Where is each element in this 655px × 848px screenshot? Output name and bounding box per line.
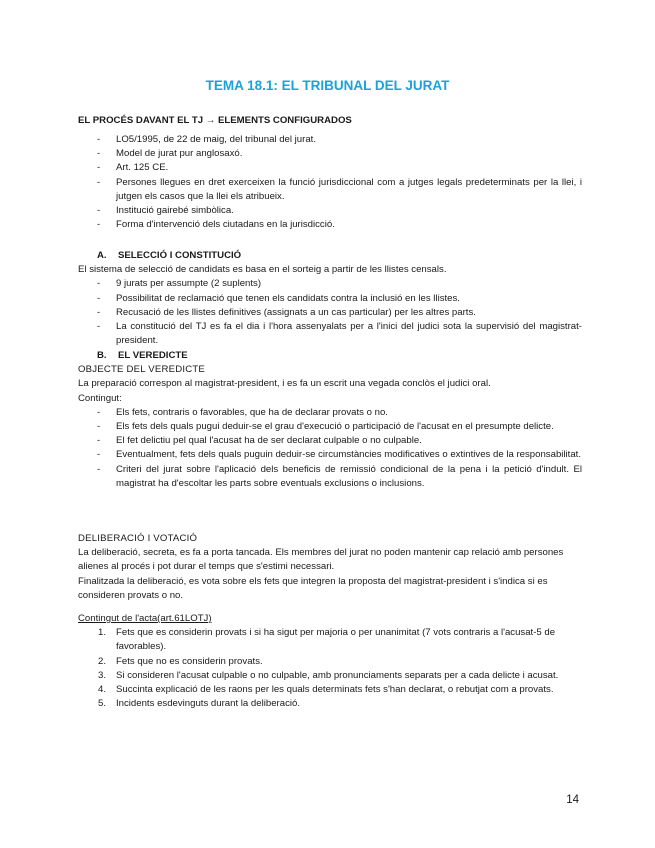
acta-section [78, 612, 582, 711]
page-number: 14 [566, 794, 579, 806]
deliberation-heading: DELIBERACIÓ I VOTACIÓ [78, 533, 198, 544]
list-item: - Persones llegues en dret exerceixen la funció jurisdiccional com a jutges legals predeterminats per la llei, i jutgen els casos que la llei els atribueix. [97, 176, 582, 202]
dash-bullet: - [97, 278, 101, 290]
dash-bullet: - [97, 205, 101, 217]
dash-bullet: - [97, 219, 101, 231]
deliberation-section [78, 532, 582, 603]
list-item: - Forma d'intervenció dels ciutadans en la jurisdicció. [78, 218, 582, 232]
deliberation-para-2: Finalitzada la deliberació, es vota sobre els fets que integren la proposta del magistrat-president i s'indica si es consideren provats o no. [78, 575, 548, 601]
dash-bullet: - [97, 292, 101, 304]
intro-list-block [78, 133, 582, 232]
object-heading: OBJECTE DEL VEREDICTE [78, 364, 205, 376]
list-item: - LO5/1995, de 22 de maig, del tribunal del jurat. [78, 133, 582, 147]
list-item: - Model de jurat pur anglosaxó. [78, 147, 582, 161]
list-item: - Criteri del jurat sobre l'aplicació dels beneficis de remissió condicional de la pena i la petició d'indult. El magistrat ha d'escoltar les parts sobre eventuals exclusions o inclusions. [97, 463, 582, 489]
list-item: - Eventualment, fets dels quals puguin deduir-se circumstàncies modificatives o extintives de la responsabilitat. [78, 448, 582, 462]
section-a-intro: El sistema de selecció de candidats es basa en el sorteig a partir de les llistes censals. [78, 264, 447, 276]
content-label: Contingut: [78, 392, 122, 404]
list-item: - 9 jurats per assumpte (2 suplents) [78, 277, 582, 291]
list-item: - Els fets, contraris o favorables, que ha de declarar provats o no. [78, 406, 582, 420]
list-item: 3. Si consideren l'acusat culpable o no culpable, amb pronunciaments separats per a cada delicte i acusat. [98, 669, 559, 681]
section-a [78, 249, 582, 348]
list-item: - Art. 125 CE. [78, 161, 582, 175]
object-text: La preparació correspon al magistrat-president, i es fa un escrit una vegada conclòs el judici oral. [78, 378, 491, 390]
dash-bullet: - [97, 435, 101, 447]
main-heading: EL PROCÉS DAVANT EL TJ → ELEMENTS CONFIGURADOS [78, 115, 352, 126]
page-title: TEMA 18.1: EL TRIBUNAL DEL JURAT [205, 78, 450, 93]
dash-bullet: - [97, 421, 101, 433]
dash-bullet: - [97, 134, 101, 145]
acta-list [78, 626, 582, 711]
list-item: - Els fets dels quals pugui deduir-se el grau d'execució o participació de l'acusat en el presumpte delicte. [78, 420, 582, 434]
dash-bullet: - [97, 176, 101, 188]
heading-main [78, 114, 582, 128]
deliberation-para-1: La deliberació, secreta, es fa a porta tancada. Els membres del jurat no poden mantenir cap relació amb persones alienes al procés i pot durar el temps que s'estimi necessari. [78, 547, 564, 573]
list-item: 5. Incidents esdevinguts durant la deliberació. [98, 698, 300, 710]
dash-bullet: - [97, 449, 101, 461]
section-b-list [78, 406, 582, 491]
dash-bullet: - [97, 463, 101, 475]
dash-bullet: - [97, 406, 101, 418]
dash-bullet: - [97, 148, 101, 160]
intro-list [78, 133, 582, 232]
section-a-list [78, 277, 582, 348]
acta-heading: Contingut de l'acta(art.61LOTJ) [78, 613, 212, 624]
dash-bullet: - [97, 162, 101, 174]
section-a-heading: A. SELECCIÓ I CONSTITUCIÓ [97, 250, 242, 261]
list-item: 2. Fets que no es considerin provats. [98, 655, 263, 667]
dash-bullet: - [97, 306, 101, 318]
list-item: - El fet delictiu pel qual l'acusat ha de ser declarat culpable o no culpable. [78, 434, 582, 448]
list-item: - La constitució del TJ es fa el dia i l'hora assenyalats per a l'inici del judici sota la supervisió del magistrat-president. [97, 321, 582, 347]
section-b-heading: B. EL VEREDICTE [97, 350, 188, 361]
dash-bullet: - [97, 321, 101, 333]
list-item: - Recusació de les llistes definitives (assignats a un cas particular) per les altres parts. [78, 306, 582, 320]
list-item: 1. Fets que es considerin provats i si ha sigut per majoria o per unanimitat (7 vots contraris a l'acusat-5 de favorables). [98, 627, 556, 653]
list-item: - Institució gairebé simbòlica. [78, 204, 582, 218]
section-b [78, 349, 582, 491]
list-item: - Possibilitat de reclamació que tenen els candidats contra la inclusió en les llistes. [78, 292, 582, 306]
list-item: 4. Succinta explicació de les raons per les quals determinats fets s'han declarat, o rebutjat com a provats. [98, 684, 554, 696]
